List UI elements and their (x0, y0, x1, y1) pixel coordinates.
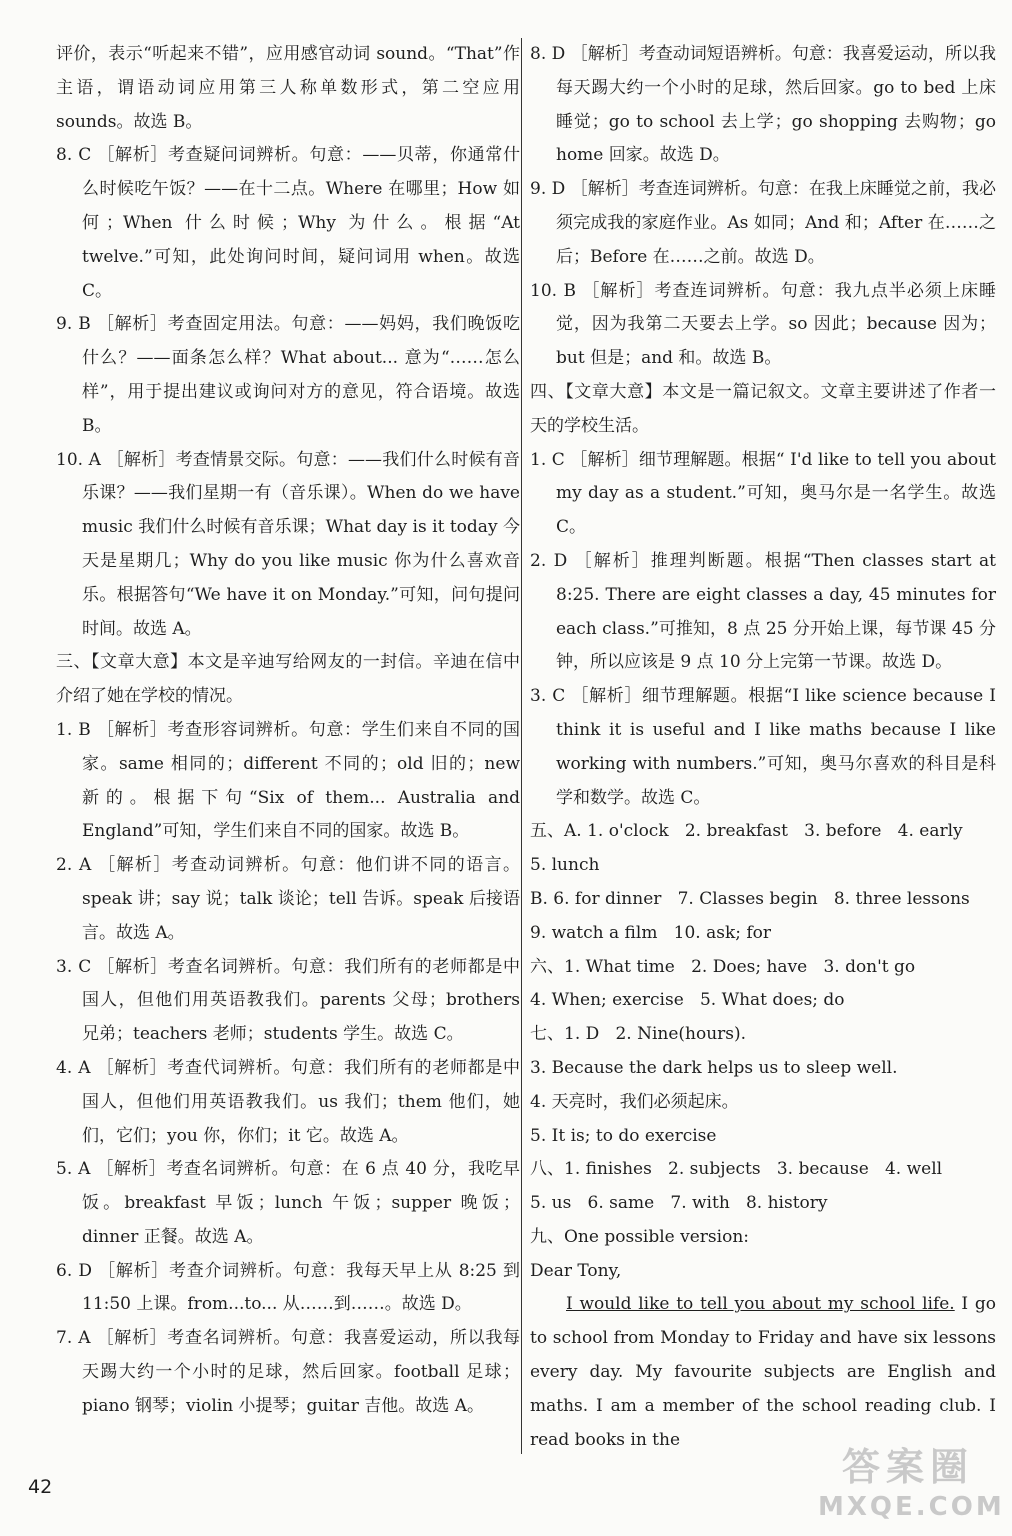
right-ans-18: 八、1. finishes 2. subjects 3. because 4. well (530, 1159, 943, 1180)
right-ans-9: 5. lunch (530, 855, 600, 876)
watermark-line2: MXQE.COM (818, 1492, 1005, 1522)
right-ans-12: 六、1. What time 2. Does; have 3. don't go (530, 956, 916, 977)
left-item-2: 8. C ［解析］考查疑问词辨析。句意：——贝蒂，你通常什么时候吃午饭？——在十二点。Where 在哪里；How 如何；When 什么时候；Why 为什么。根据“At twelve.”可知，此处询问时间，疑问词用 when。故选 C。 (56, 145, 520, 301)
right-item-5: 1. C ［解析］细节理解题。根据“ I'd like to tell you about my day as a student.”可知，奥马尔是一名学生。故选 C。 (530, 449, 996, 538)
letter-body (530, 1288, 996, 1457)
right-ans-16: 4. 天亮时，我们必须起床。 (530, 1091, 739, 1112)
right-item-7: 3. C ［解析］细节理解题。根据“I like science because I think it is useful and I like maths because I like working with numbers.”可知，奥马尔喜欢的科目是科学和数学。故选 C。 (530, 686, 996, 808)
letter-body-text: I go to school from Monday to Friday and have six lessons every day. My favourite subjects are English and maths. I am a member of the school reading club. I read books in the (530, 1294, 996, 1450)
right-sec-4: 四、【文章大意】本文是一篇记叙文。文章主要讲述了作者一天的学校生活。 (530, 381, 996, 436)
right-item-2: 9. D ［解析］考查连词辨析。句意：在我上床睡觉之前，我必须完成我的家庭作业。As 如同；And 和；After 在……之后；Before 在……之前。故选 D。 (530, 179, 996, 267)
left-item-4: 10. A ［解析］考查情景交际。句意：——我们什么时候有音乐课？——我们星期一有（音乐课）。When do we have music 我们什么时候有音乐课；What day is it today 今天是星期几；Why do you like music 你为什么喜欢音乐。根据答句“We have it on Monday.”可知，问句提问时间。故选 A。 (56, 449, 520, 639)
right-ans-17: 5. It is; to do exercise (530, 1125, 717, 1146)
column-divider (521, 38, 522, 1454)
left-sec-5: 三、【文章大意】本文是辛迪写给网友的一封信。辛迪在信中介绍了她在学校的情况。 (56, 652, 520, 707)
watermark-logo (818, 1444, 1005, 1530)
left-item-6: 1. B ［解析］考查形容词辨析。句意：学生们来自不同的国家。same 相同的；different 不同的；old 旧的；new 新的。根据下句“Six of them... Australia and England”可知，学生们来自不同的国家。故选 B。 (56, 719, 520, 842)
left-p-1: 评价，表示“听起来不错”，应用感官动词 sound。“That”作主语，谓语动词应用第三人称单数形式，第二空应用 sounds。故选 B。 (56, 44, 520, 132)
watermark-line1: 答案圈 (841, 1445, 974, 1489)
right-ans-11: 9. watch a film 10. ask; for (530, 922, 772, 943)
right-item-1: 8. D ［解析］考查动词短语辨析。句意：我喜爱运动，所以我每天踢大约一个小时的足球，然后回家。go to bed 上床睡觉；go to school 去上学；go shopping 去购物；go home 回家。故选 D。 (530, 44, 996, 166)
right-items (530, 38, 996, 1255)
left-item-8: 3. C ［解析］考查名词辨析。句意：我们所有的老师都是中国人，但他们用英语教我们。parents 父母；brothers 兄弟；teachers 老师；students 学生。故选 C。 (56, 956, 520, 1045)
left-item-10: 5. A ［解析］考查名词辨析。句意：在 6 点 40 分，我吃早饭。breakfast 早饭；lunch 午饭；supper 晚饭；dinner 正餐。故选 A。 (56, 1159, 520, 1247)
left-item-9: 4. A ［解析］考查代词辨析。句意：我们所有的老师都是中国人，但他们用英语教我们。us 我们；them 他们，她们，它们；you 你，你们；it 它。故选 A。 (56, 1057, 520, 1146)
right-ans-14: 七、1. D 2. Nine(hours). (530, 1024, 747, 1045)
left-column (56, 38, 520, 1424)
right-column (530, 38, 996, 1457)
right-ans-13: 4. When; exercise 5. What does; do (530, 990, 845, 1011)
right-ans-8: 五、A. 1. o'clock 2. breakfast 3. before 4. early (530, 821, 963, 842)
page-number: 42 (28, 1476, 53, 1498)
right-ans-15: 3. Because the dark helps us to sleep well. (530, 1057, 898, 1078)
left-item-7: 2. A ［解析］考查动词辨析。句意：他们讲不同的语言。speak 讲；say 说；talk 谈论；tell 告诉。speak 后接语言。故选 A。 (56, 855, 520, 943)
left-item-11: 6. D ［解析］考查介词辨析。句意：我每天早上从 8:25 到 11:50 上课。from...to... 从……到……。故选 D。 (56, 1260, 520, 1315)
left-item-3: 9. B ［解析］考查固定用法。句意：——妈妈，我们晚饭吃什么？——面条怎么样？What about... 意为“……怎么样”，用于提出建议或询问对方的意见，符合语境。故选 B。 (56, 314, 520, 436)
right-item-3: 10. B ［解析］考查连词辨析。句意：我九点半必须上床睡觉，因为我第二天要去上学。so 因此；because 因为；but 但是；and 和。故选 B。 (530, 280, 996, 369)
letter-greeting: Dear Tony, (530, 1260, 622, 1281)
right-ans-10: B. 6. for dinner 7. Classes begin 8. three lessons (530, 888, 970, 909)
right-ans-20: 九、One possible version: (530, 1226, 749, 1247)
right-item-6: 2. D ［解析］推理判断题。根据“Then classes start at 8:25. There are eight classes a day, 45 minutes for each class.”可推知，8 点 25 分开始上课，每节课 45 分钟，所以应该是 9 点 10 分上完第一节课。故选 D。 (530, 550, 996, 673)
left-item-12: 7. A ［解析］考查名词辨析。句意：我喜爱运动，所以我每天踢大约一个小时的足球，然后回家。football 足球；piano 钢琴；violin 小提琴；guitar 吉他。故选 A。 (56, 1328, 520, 1416)
letter-underlined-sentence: I would like to tell you about my school life. (566, 1294, 955, 1315)
right-ans-19: 5. us 6. same 7. with 8. history (530, 1193, 828, 1214)
